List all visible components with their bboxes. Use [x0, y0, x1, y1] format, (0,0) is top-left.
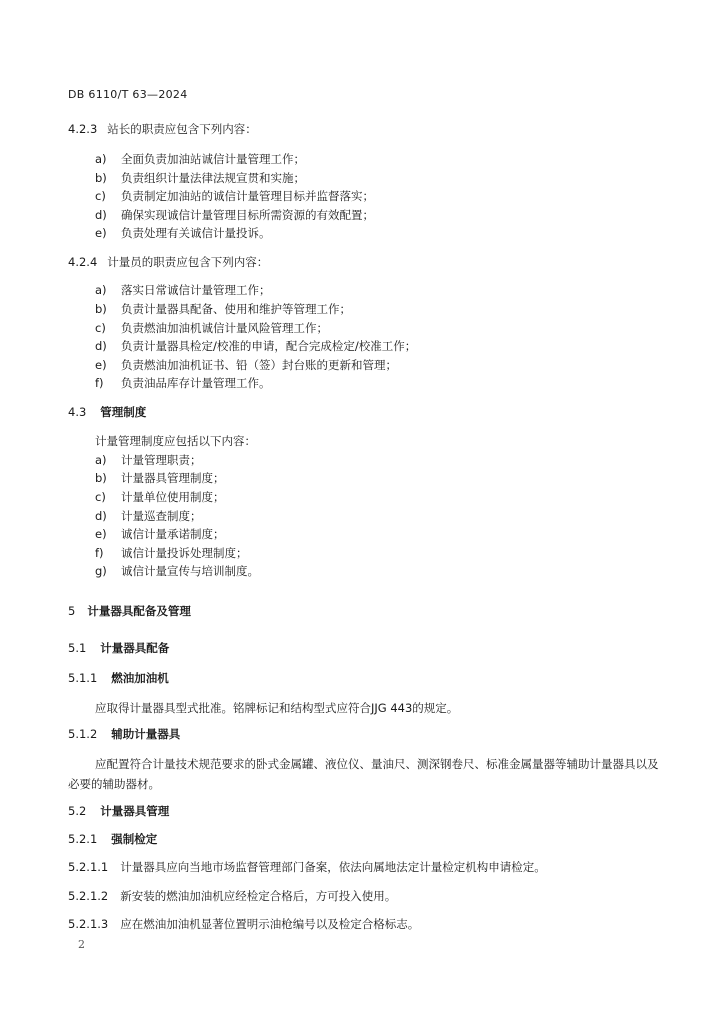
list-label: f)	[95, 376, 104, 390]
clause-text: 计量器具应向当地市场监督管理部门备案，依法向属地法定计量检定机构申请检定。	[120, 860, 546, 874]
clause-title: 计量器具管理	[100, 804, 170, 818]
clause-number: 4.2.4	[68, 255, 98, 269]
clause-5-2-1-heading	[68, 831, 664, 847]
list-label: e)	[95, 527, 107, 541]
list-item	[95, 282, 664, 298]
clause-number: 5.2.1	[68, 832, 98, 846]
list-text: 负责燃油加油机诚信计量风险管理工作；	[121, 321, 328, 335]
clause-4-2-4-heading	[68, 254, 664, 270]
list-label: e)	[95, 358, 107, 372]
clause-title: 燃油加油机	[111, 671, 169, 685]
list-item	[95, 563, 664, 579]
list-item	[95, 188, 664, 204]
clause-number: 5.2.1.3	[68, 917, 109, 931]
list-item	[95, 151, 664, 167]
clause-number: 5.1	[68, 641, 87, 655]
clause-4-2-3-heading	[68, 121, 664, 137]
clause-5-2-1-1	[68, 859, 664, 875]
list-text: 计量管理职责；	[121, 453, 202, 467]
list-text: 负责计量器具配备、使用和维护等管理工作；	[121, 302, 351, 316]
list-item	[95, 301, 664, 317]
clause-number: 5.2.1.2	[68, 889, 109, 903]
clause-5-1-2-heading	[68, 726, 664, 742]
clause-title: 站长的职责应包含下列内容：	[107, 122, 257, 136]
clause-5-2-1-3	[68, 916, 664, 932]
list-text: 落实日常诚信计量管理工作；	[121, 283, 271, 297]
list-label: d)	[95, 509, 107, 523]
list-label: c)	[95, 189, 106, 203]
list-text: 计量器具管理制度；	[121, 471, 225, 485]
list-label: a)	[95, 453, 107, 467]
list-item	[95, 207, 664, 223]
list-item	[95, 452, 664, 468]
chapter-5-heading	[68, 603, 664, 619]
list-text: 负责组织计量法律法规宣贯和实施；	[121, 171, 305, 185]
list-item	[95, 338, 664, 354]
clause-text: 新安装的燃油加油机应经检定合格后，方可投入使用。	[120, 889, 397, 903]
clause-title: 辅助计量器具	[111, 727, 181, 741]
list-item	[95, 489, 664, 505]
clause-5-1-2-text: 应配置符合计量技术规范要求的卧式金属罐、液位仪、量油尺、测深钢卷尺、标准金属量器等辅助计量器具以及必要的辅助器材。	[68, 757, 659, 791]
clause-5-2-heading	[68, 803, 664, 819]
clause-number: 5.1.1	[68, 671, 98, 685]
page-number: 2	[78, 938, 85, 951]
clause-intro: 计量管理制度应包括以下内容：	[95, 434, 256, 448]
list-text: 负责燃油加油机证书、铅（签）封台账的更新和管理；	[121, 358, 397, 372]
clause-number: 5.2.1.1	[68, 860, 109, 874]
list-label: b)	[95, 302, 107, 316]
clause-5-1-1-text: 应取得计量器具型式批准。铭牌标记和结构型式应符合JJG 443的规定。	[95, 701, 459, 715]
chapter-number: 5	[68, 604, 76, 618]
list-text: 全面负责加油站诚信计量管理工作；	[121, 152, 305, 166]
list-item	[95, 545, 664, 561]
clause-5-2-1-2	[68, 888, 664, 904]
clause-text: 应在燃油加油机显著位置明示油枪编号以及检定合格标志。	[120, 917, 420, 931]
list-label: a)	[95, 152, 107, 166]
list-label: d)	[95, 208, 107, 222]
list-text: 负责制定加油站的诚信计量管理目标并监督落实；	[121, 189, 374, 203]
list-label: g)	[95, 564, 107, 578]
clause-title: 管理制度	[100, 405, 147, 419]
list-item	[95, 470, 664, 486]
list-text: 负责处理有关诚信计量投诉。	[121, 226, 271, 240]
list-text: 负责计量器具检定/校准的申请，配合完成检定/校准工作；	[121, 339, 417, 353]
list-label: b)	[95, 171, 107, 185]
clause-title: 计量员的职责应包含下列内容：	[107, 255, 269, 269]
clause-title: 计量器具配备	[100, 641, 170, 655]
list-item	[95, 526, 664, 542]
list-item	[95, 170, 664, 186]
list-item	[95, 508, 664, 524]
list-text: 计量巡查制度；	[121, 509, 202, 523]
document-code: DB 6110/T 63—2024	[68, 88, 188, 101]
clause-title: 强制检定	[111, 832, 158, 846]
list-label: f)	[95, 546, 104, 560]
clause-5-1-1-heading	[68, 670, 664, 686]
chapter-title: 计量器具配备及管理	[87, 604, 191, 618]
list-item	[95, 375, 664, 391]
clause-number: 5.2	[68, 804, 87, 818]
list-item	[95, 225, 664, 241]
list-label: c)	[95, 321, 106, 335]
clause-number: 4.2.3	[68, 122, 98, 136]
clause-5-1-heading	[68, 640, 664, 656]
clause-4-3-heading	[68, 404, 664, 420]
list-label: e)	[95, 226, 107, 240]
list-label: d)	[95, 339, 107, 353]
list-label: b)	[95, 471, 107, 485]
list-text: 负责油品库存计量管理工作。	[121, 376, 271, 390]
list-text: 计量单位使用制度；	[121, 490, 225, 504]
list-label: a)	[95, 283, 107, 297]
list-label: c)	[95, 490, 106, 504]
clause-number: 5.1.2	[68, 727, 98, 741]
list-text: 诚信计量宣传与培训制度。	[121, 564, 259, 578]
clause-number: 4.3	[68, 405, 87, 419]
list-text: 诚信计量投诉处理制度；	[121, 546, 248, 560]
list-text: 诚信计量承诺制度；	[121, 527, 225, 541]
list-item	[95, 320, 664, 336]
list-text: 确保实现诚信计量管理目标所需资源的有效配置；	[121, 208, 374, 222]
list-item	[95, 357, 664, 373]
